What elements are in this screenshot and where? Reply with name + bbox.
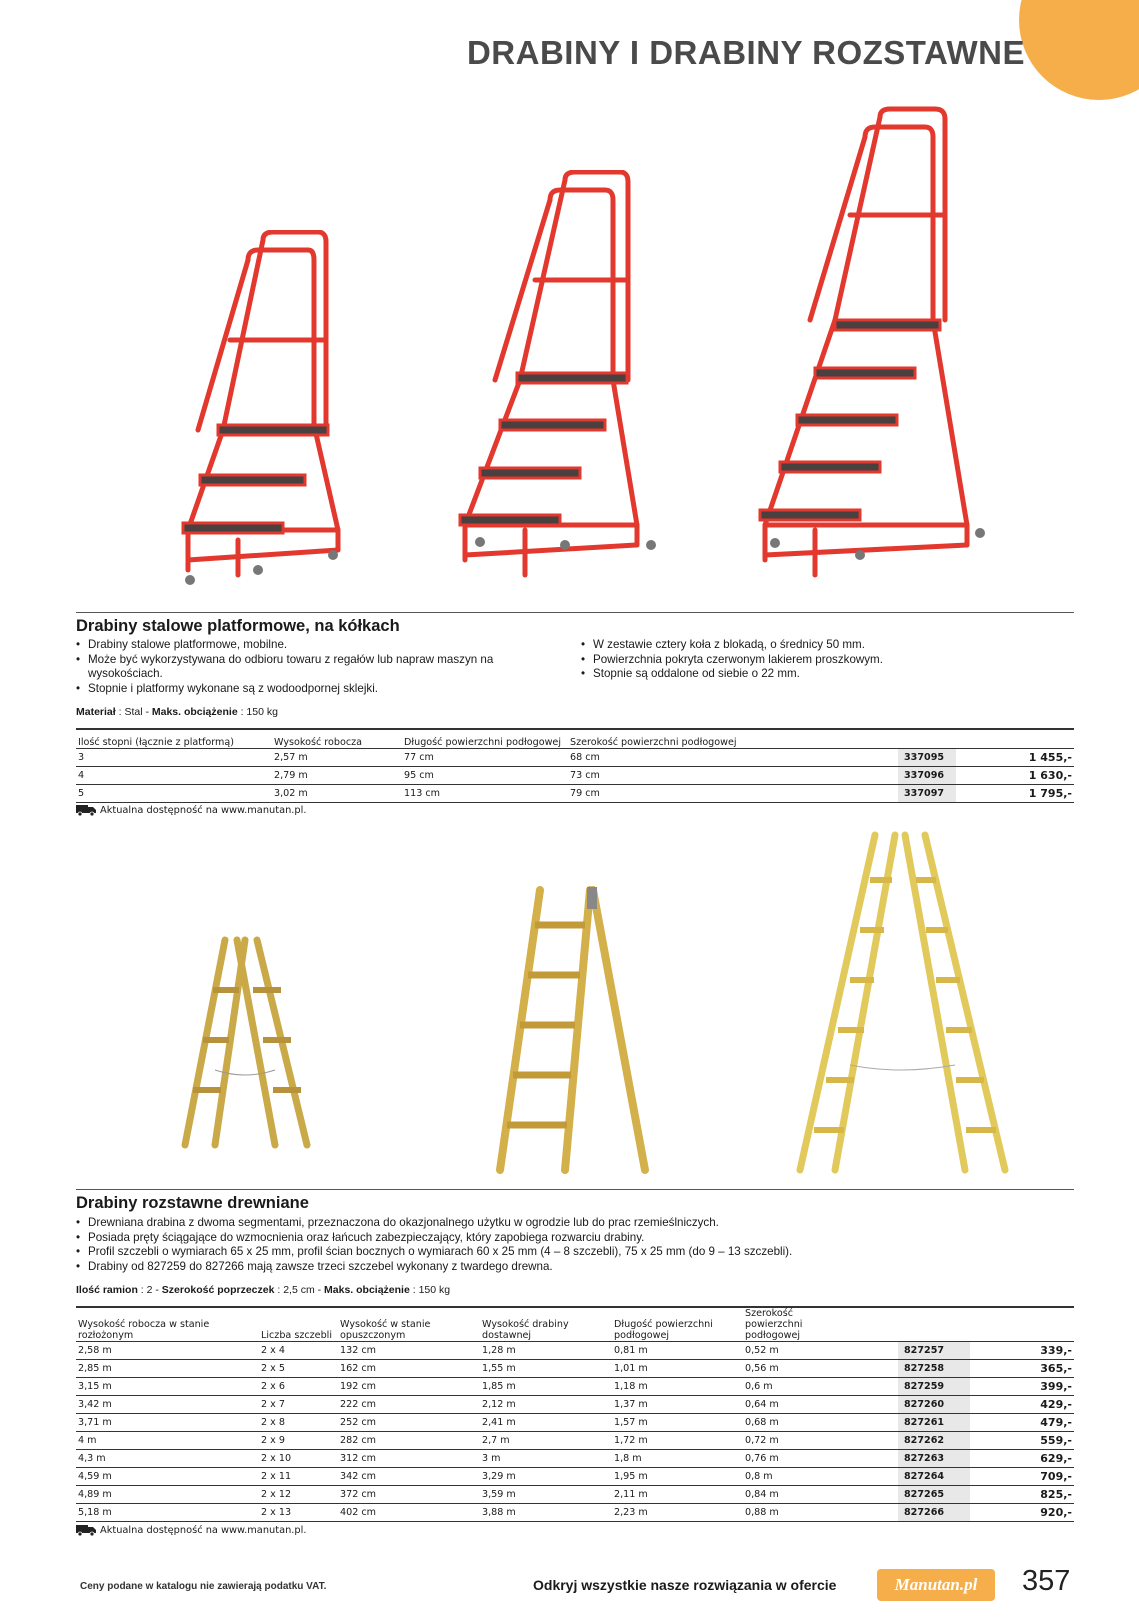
price: 1 630,- bbox=[956, 767, 1074, 785]
cell: 2 x 6 bbox=[259, 1378, 338, 1396]
product-code: 337097 bbox=[898, 785, 956, 803]
col-header: Wysokość robocza bbox=[272, 729, 402, 749]
spec-load-value: : 150 kg bbox=[237, 706, 278, 718]
cell: 282 cm bbox=[338, 1432, 480, 1450]
price: 709,- bbox=[970, 1468, 1074, 1486]
cell: 192 cm bbox=[338, 1378, 480, 1396]
cell: 3,15 m bbox=[76, 1378, 259, 1396]
cell: 2 x 13 bbox=[259, 1504, 338, 1522]
cell: 2 x 12 bbox=[259, 1486, 338, 1504]
bullet-item: • Stopnie są oddalone od siebie o 22 mm. bbox=[581, 667, 1061, 682]
wood-ladder-small-image bbox=[175, 930, 315, 1155]
section1-bullets-right bbox=[581, 638, 1061, 682]
price: 825,- bbox=[970, 1486, 1074, 1504]
cell: 1,01 m bbox=[612, 1360, 743, 1378]
bullet-item: • Może być wykorzystywana do odbioru towaru z regałów lub napraw maszyn na wysokościach. bbox=[76, 653, 556, 682]
spec-load-label: Maks. obciążenie bbox=[324, 1284, 410, 1296]
table-row bbox=[76, 1360, 1074, 1378]
cell: 3,71 m bbox=[76, 1414, 259, 1432]
section2-spec bbox=[76, 1284, 450, 1296]
table-row bbox=[76, 1432, 1074, 1450]
cell: 68 cm bbox=[568, 749, 898, 767]
product-code: 827261 bbox=[898, 1414, 970, 1432]
section2-title: Drabiny rozstawne drewniane bbox=[76, 1194, 309, 1212]
cell: 0,64 m bbox=[743, 1396, 898, 1414]
col-header: Długość powierzchni podłogowej bbox=[612, 1307, 743, 1342]
price: 1 795,- bbox=[956, 785, 1074, 803]
table-row bbox=[76, 785, 1074, 803]
cell: 1,85 m bbox=[480, 1378, 612, 1396]
price: 429,- bbox=[970, 1396, 1074, 1414]
product-code: 827260 bbox=[898, 1396, 970, 1414]
truck-icon bbox=[76, 1524, 96, 1536]
cell: 3 m bbox=[480, 1450, 612, 1468]
product-code: 827262 bbox=[898, 1432, 970, 1450]
col-header: Ilość stopni (łącznie z platformą) bbox=[76, 729, 272, 749]
price: 365,- bbox=[970, 1360, 1074, 1378]
cell: 0,68 m bbox=[743, 1414, 898, 1432]
bullet-item: • Profil szczebli o wymiarach 65 x 25 mm, profil ścian bocznych o wymiarach 60 x 25 mm (4 – 8 szczebli), 75 x 25 mm (do 9 – 13 szczebli). bbox=[76, 1245, 1066, 1260]
cell: 342 cm bbox=[338, 1468, 480, 1486]
product-code: 827265 bbox=[898, 1486, 970, 1504]
cell: 5 bbox=[76, 785, 272, 803]
cell: 113 cm bbox=[402, 785, 568, 803]
section1-availability bbox=[76, 804, 306, 816]
footer-cta: Odkryj wszystkie nasze rozwiązania w ofercie bbox=[533, 1577, 837, 1593]
cell: 3,88 m bbox=[480, 1504, 612, 1522]
footer-vat-note: Ceny podane w katalogu nie zawierają podatku VAT. bbox=[80, 1581, 327, 1592]
cell: 2 x 10 bbox=[259, 1450, 338, 1468]
cell: 2 x 4 bbox=[259, 1342, 338, 1360]
wood-ladder-large-image bbox=[790, 830, 1015, 1175]
bullet-item: • Stopnie i platformy wykonane są z wodoodpornej sklejki. bbox=[76, 682, 556, 697]
cell: 222 cm bbox=[338, 1396, 480, 1414]
cell: 2 x 5 bbox=[259, 1360, 338, 1378]
product-code: 827266 bbox=[898, 1504, 970, 1522]
bullet-item: • Drewniana drabina z dwoma segmentami, przeznaczona do okazjonalnego użytku w ogrodzie lub do prac rzemieślniczych. bbox=[76, 1216, 1066, 1231]
spec-arms-label: Ilość ramion bbox=[76, 1284, 138, 1296]
cell: 2,23 m bbox=[612, 1504, 743, 1522]
section2-rule bbox=[76, 1189, 1074, 1190]
section2-availability bbox=[76, 1524, 306, 1536]
cell: 0,72 m bbox=[743, 1432, 898, 1450]
section2-bullets bbox=[76, 1216, 1066, 1274]
spec-arms-value: : 2 - bbox=[137, 1284, 162, 1296]
price: 1 455,- bbox=[956, 749, 1074, 767]
cell: 95 cm bbox=[402, 767, 568, 785]
product-code: 827257 bbox=[898, 1342, 970, 1360]
col-header: Wysokość w stanie opuszczonym bbox=[338, 1307, 480, 1342]
table-row bbox=[76, 1378, 1074, 1396]
wood-ladders-table bbox=[76, 1306, 1074, 1522]
cell: 3,29 m bbox=[480, 1468, 612, 1486]
steel-ladder-small-image bbox=[178, 230, 368, 600]
truck-icon bbox=[76, 804, 96, 816]
product-code: 827258 bbox=[898, 1360, 970, 1378]
cell: 2,58 m bbox=[76, 1342, 259, 1360]
steel-ladder-large-image bbox=[755, 105, 1005, 600]
cell: 2 x 8 bbox=[259, 1414, 338, 1432]
steel-ladders-table bbox=[76, 728, 1074, 803]
product-code: 337095 bbox=[898, 749, 956, 767]
cell: 3,02 m bbox=[272, 785, 402, 803]
price: 479,- bbox=[970, 1414, 1074, 1432]
price: 559,- bbox=[970, 1432, 1074, 1450]
manutan-logo[interactable]: Manutan.pl bbox=[877, 1569, 995, 1601]
section1-title: Drabiny stalowe platformowe, na kółkach bbox=[76, 617, 400, 635]
cell: 2,57 m bbox=[272, 749, 402, 767]
page-title: DRABINY I DRABINY ROZSTAWNE bbox=[466, 34, 1025, 71]
cell: 2 x 7 bbox=[259, 1396, 338, 1414]
spec-material-label: Materiał bbox=[76, 706, 116, 718]
product-code: 827264 bbox=[898, 1468, 970, 1486]
corner-accent bbox=[1019, 0, 1139, 100]
bullet-item: • W zestawie cztery koła z blokadą, o średnicy 50 mm. bbox=[581, 638, 1061, 653]
price: 339,- bbox=[970, 1342, 1074, 1360]
bullet-item: • Drabiny od 827259 do 827266 mają zawsze trzeci szczebel wykonany z twardego drewna. bbox=[76, 1260, 1066, 1275]
table-row bbox=[76, 1396, 1074, 1414]
bullet-item: • Posiada pręty ściągające do wzmocnienia oraz łańcuch zabezpieczający, który zapobiega rozwarciu drabiny. bbox=[76, 1231, 1066, 1246]
product-code: 337096 bbox=[898, 767, 956, 785]
spec-material-value: : Stal - bbox=[115, 706, 152, 718]
table-row bbox=[76, 1486, 1074, 1504]
price: 629,- bbox=[970, 1450, 1074, 1468]
cell: 4,3 m bbox=[76, 1450, 259, 1468]
cell: 402 cm bbox=[338, 1504, 480, 1522]
spec-load-label: Maks. obciążenie bbox=[151, 706, 238, 718]
col-header: Liczba szczebli bbox=[259, 1307, 338, 1342]
table-row bbox=[76, 767, 1074, 785]
cell: 1,55 m bbox=[480, 1360, 612, 1378]
cell: 4 m bbox=[76, 1432, 259, 1450]
cell: 1,8 m bbox=[612, 1450, 743, 1468]
col-header: Szerokość powierzchni podłogowej bbox=[743, 1307, 898, 1342]
availability-link[interactable]: Aktualna dostępność na www.manutan.pl. bbox=[100, 805, 307, 816]
cell: 2,79 m bbox=[272, 767, 402, 785]
wood-ladder-medium-image bbox=[495, 885, 655, 1175]
cell: 0,6 m bbox=[743, 1378, 898, 1396]
cell: 0,84 m bbox=[743, 1486, 898, 1504]
table-row bbox=[76, 749, 1074, 767]
cell: 2,11 m bbox=[612, 1486, 743, 1504]
cell: 2,7 m bbox=[480, 1432, 612, 1450]
cell: 79 cm bbox=[568, 785, 898, 803]
cell: 1,37 m bbox=[612, 1396, 743, 1414]
cell: 0,56 m bbox=[743, 1360, 898, 1378]
cell: 2,85 m bbox=[76, 1360, 259, 1378]
cell: 2 x 11 bbox=[259, 1468, 338, 1486]
cell: 3,42 m bbox=[76, 1396, 259, 1414]
col-header: Długość powierzchni podłogowej bbox=[402, 729, 568, 749]
cell: 372 cm bbox=[338, 1486, 480, 1504]
cell: 2,41 m bbox=[480, 1414, 612, 1432]
table-row bbox=[76, 1414, 1074, 1432]
cell: 2 x 9 bbox=[259, 1432, 338, 1450]
cell: 312 cm bbox=[338, 1450, 480, 1468]
cell: 4 bbox=[76, 767, 272, 785]
table-row bbox=[76, 1342, 1074, 1360]
spec-width-value: : 2,5 cm - bbox=[274, 1284, 325, 1296]
cell: 0,88 m bbox=[743, 1504, 898, 1522]
cell: 5,18 m bbox=[76, 1504, 259, 1522]
col-header: Szerokość powierzchni podłogowej bbox=[568, 729, 898, 749]
price: 399,- bbox=[970, 1378, 1074, 1396]
table-row bbox=[76, 1504, 1074, 1522]
page-number: 357 bbox=[1022, 1565, 1071, 1597]
cell: 0,76 m bbox=[743, 1450, 898, 1468]
cell: 252 cm bbox=[338, 1414, 480, 1432]
spec-width-label: Szerokość poprzeczek bbox=[161, 1284, 275, 1296]
cell: 3 bbox=[76, 749, 272, 767]
cell: 1,28 m bbox=[480, 1342, 612, 1360]
bullet-item: • Powierzchnia pokryta czerwonym lakierem proszkowym. bbox=[581, 653, 1061, 668]
cell: 2,12 m bbox=[480, 1396, 612, 1414]
cell: 0,81 m bbox=[612, 1342, 743, 1360]
cell: 0,52 m bbox=[743, 1342, 898, 1360]
cell: 3,59 m bbox=[480, 1486, 612, 1504]
section1-spec bbox=[76, 706, 278, 718]
cell: 4,59 m bbox=[76, 1468, 259, 1486]
section1-bullets-left bbox=[76, 638, 556, 696]
cell: 4,89 m bbox=[76, 1486, 259, 1504]
product-code: 827263 bbox=[898, 1450, 970, 1468]
bullet-item: • Drabiny stalowe platformowe, mobilne. bbox=[76, 638, 556, 653]
section1-rule bbox=[76, 612, 1074, 613]
table-row bbox=[76, 1468, 1074, 1486]
col-header: Wysokość robocza w stanie rozłożonym bbox=[76, 1307, 259, 1342]
cell: 73 cm bbox=[568, 767, 898, 785]
cell: 1,72 m bbox=[612, 1432, 743, 1450]
table-row bbox=[76, 1450, 1074, 1468]
steel-ladder-medium-image bbox=[455, 170, 670, 600]
product-code: 827259 bbox=[898, 1378, 970, 1396]
spec-load-value: : 150 kg bbox=[409, 1284, 451, 1296]
col-header: Wysokość drabiny dostawnej bbox=[480, 1307, 612, 1342]
cell: 77 cm bbox=[402, 749, 568, 767]
price: 920,- bbox=[970, 1504, 1074, 1522]
cell: 0,8 m bbox=[743, 1468, 898, 1486]
cell: 132 cm bbox=[338, 1342, 480, 1360]
cell: 1,18 m bbox=[612, 1378, 743, 1396]
cell: 162 cm bbox=[338, 1360, 480, 1378]
cell: 1,57 m bbox=[612, 1414, 743, 1432]
availability-link[interactable]: Aktualna dostępność na www.manutan.pl. bbox=[100, 1525, 307, 1536]
cell: 1,95 m bbox=[612, 1468, 743, 1486]
